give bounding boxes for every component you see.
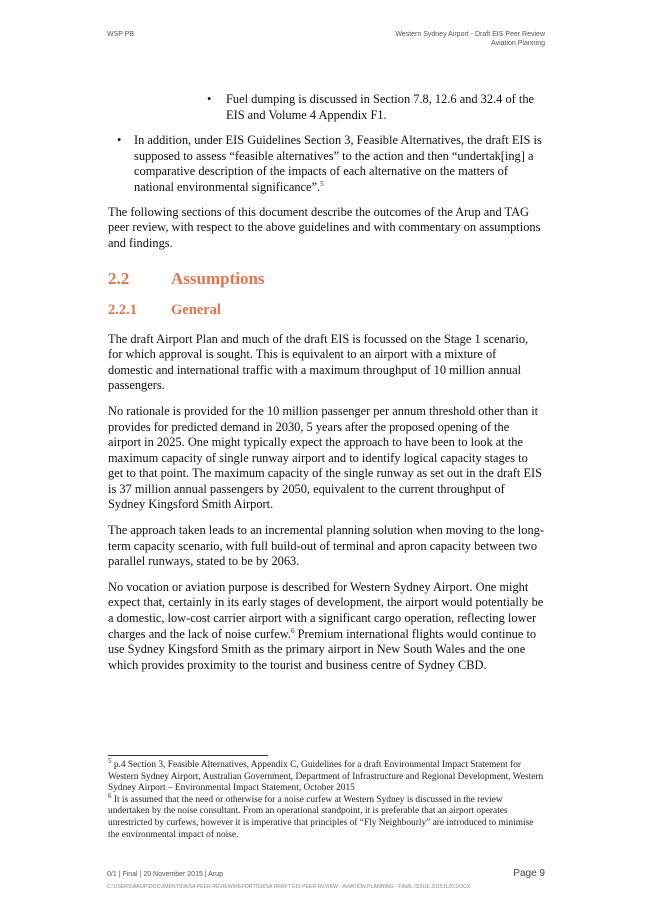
footnote-5 (108, 756, 544, 795)
section-title: Assumptions (171, 269, 265, 289)
header-title: Western Sydney Airport - Draft EIS Peer Review (395, 31, 545, 38)
footnotes (108, 756, 544, 841)
sub-bullet-item (207, 92, 544, 123)
footnote-5-number: 5 (108, 756, 112, 765)
footnote-5-text: p.4 Section 3, Feasible Alternatives, Appendix C, Guidelines for a draft Environmental Impact Statement for Western Sydney Airport, Australian Government, Department of Infrastructure and Regional Development, Western Sydney Airport – Environmental Impact Statement, October 2015 (108, 760, 544, 794)
bullet-glyph: • (207, 92, 212, 106)
sub-bullet-text: Fuel dumping is discussed in Section 7.8, 12.6 and 32.4 of the EIS and Volume 4 Appendix F1. (226, 92, 535, 122)
bullet-text: In addition, under EIS Guidelines Section 3, Feasible Alternatives, the draft EIS is supposed to assess “feasible alternatives” to the action and then “undertak[ing] a comparative description of the impacts of each alternative on the matters of national environmental significance”. (134, 133, 542, 194)
page-body (108, 92, 544, 683)
paragraph-2: No rationale is provided for the 10 million passenger per annum threshold other than it provides for predicted demand in 2030, 5 years after the proposed opening of the airport in 2025. One might typically expect the approach to have been to look at the maximum capacity of single runway airport and to identify logical capacity stages to get to that point. The maximum capacity of the single runway as set out in the draft EIS is 37 million annual passengers by 2050, equivalent to the current throughput of Sydney Kingsford Smith Airport. (108, 403, 543, 512)
subsection-title: General (171, 301, 221, 318)
paragraph-1: The draft Airport Plan and much of the draft EIS is focussed on the Stage 1 scenario, for which approval is sought. This is equivalent to an airport with a mixture of domestic and international traffic with a maximum throughput of 10 million annual passengers. (108, 331, 529, 393)
page-number: Page 9 (513, 868, 545, 879)
bullet-glyph: • (117, 133, 122, 148)
section-number: 2.2 (108, 269, 130, 289)
header-left: WSP PB (107, 31, 135, 38)
paragraph-4-part-b: Premium international flights would continue to use Sydney Kingsford Smith as the primary airport in New South Wales and the one which provides proximity to the tourist and business centre of Sydney CBD. (108, 626, 537, 672)
footnote-6-text: It is assumed that the need or otherwise for a noise curfew at Western Sydney is discussed in the review undertaken by the noise consultant. From an operational standpoint, it is preferable that an airport operates unrestricted by curfews, however it is imperative that principles of “Fly Neighbourly” are introduced to minimise the environmental impact of noise. (108, 794, 534, 840)
footnote-6 (108, 791, 544, 841)
header-subtitle: Aviation Planning (491, 40, 545, 47)
header-right (395, 30, 545, 48)
subsection-heading (108, 303, 544, 319)
bullet-item (117, 133, 544, 195)
footnote-6-number: 6 (108, 791, 112, 800)
intro-paragraph: The following sections of this document describe the outcomes of the Arup and TAG peer review, with respect to the above guidelines and with commentary on assumptions and findings. (108, 204, 541, 250)
paragraph-4 (108, 580, 544, 674)
footnote-divider (108, 755, 268, 756)
subsection-number: 2.2.1 (108, 301, 137, 318)
footnote-ref-6[interactable]: 6 (291, 626, 295, 635)
footer-file-path: C:\USERS\ARUP\DOCUMENTS\WSA PEER REVIEW\REPORTS\WSA DRAFT EIS PEER REVIEW - AVIATION PLANNING - FINAL ISSUE 20151120.DOCX (107, 884, 471, 890)
paragraph-3: The approach taken leads to an incremental planning solution when moving to the long-term capacity scenario, with full build-out of terminal and apron capacity between two parallel runways, stated to be by 2063. (108, 523, 544, 569)
footer-document-ref: 0/1 | Final | 20 November 2015 | Arup (107, 871, 223, 878)
section-heading (108, 271, 544, 287)
paragraph-4-part-a: No vocation or aviation purpose is described for Western Sydney Airport. One might expect that, certainly in its early stages of development, the airport would potentially be a domestic, low-cost carrier airport with a significant cargo operation, reflecting lower charges and the lack of noise curfew. (108, 579, 544, 641)
footnote-ref-5[interactable]: 5 (320, 179, 324, 188)
